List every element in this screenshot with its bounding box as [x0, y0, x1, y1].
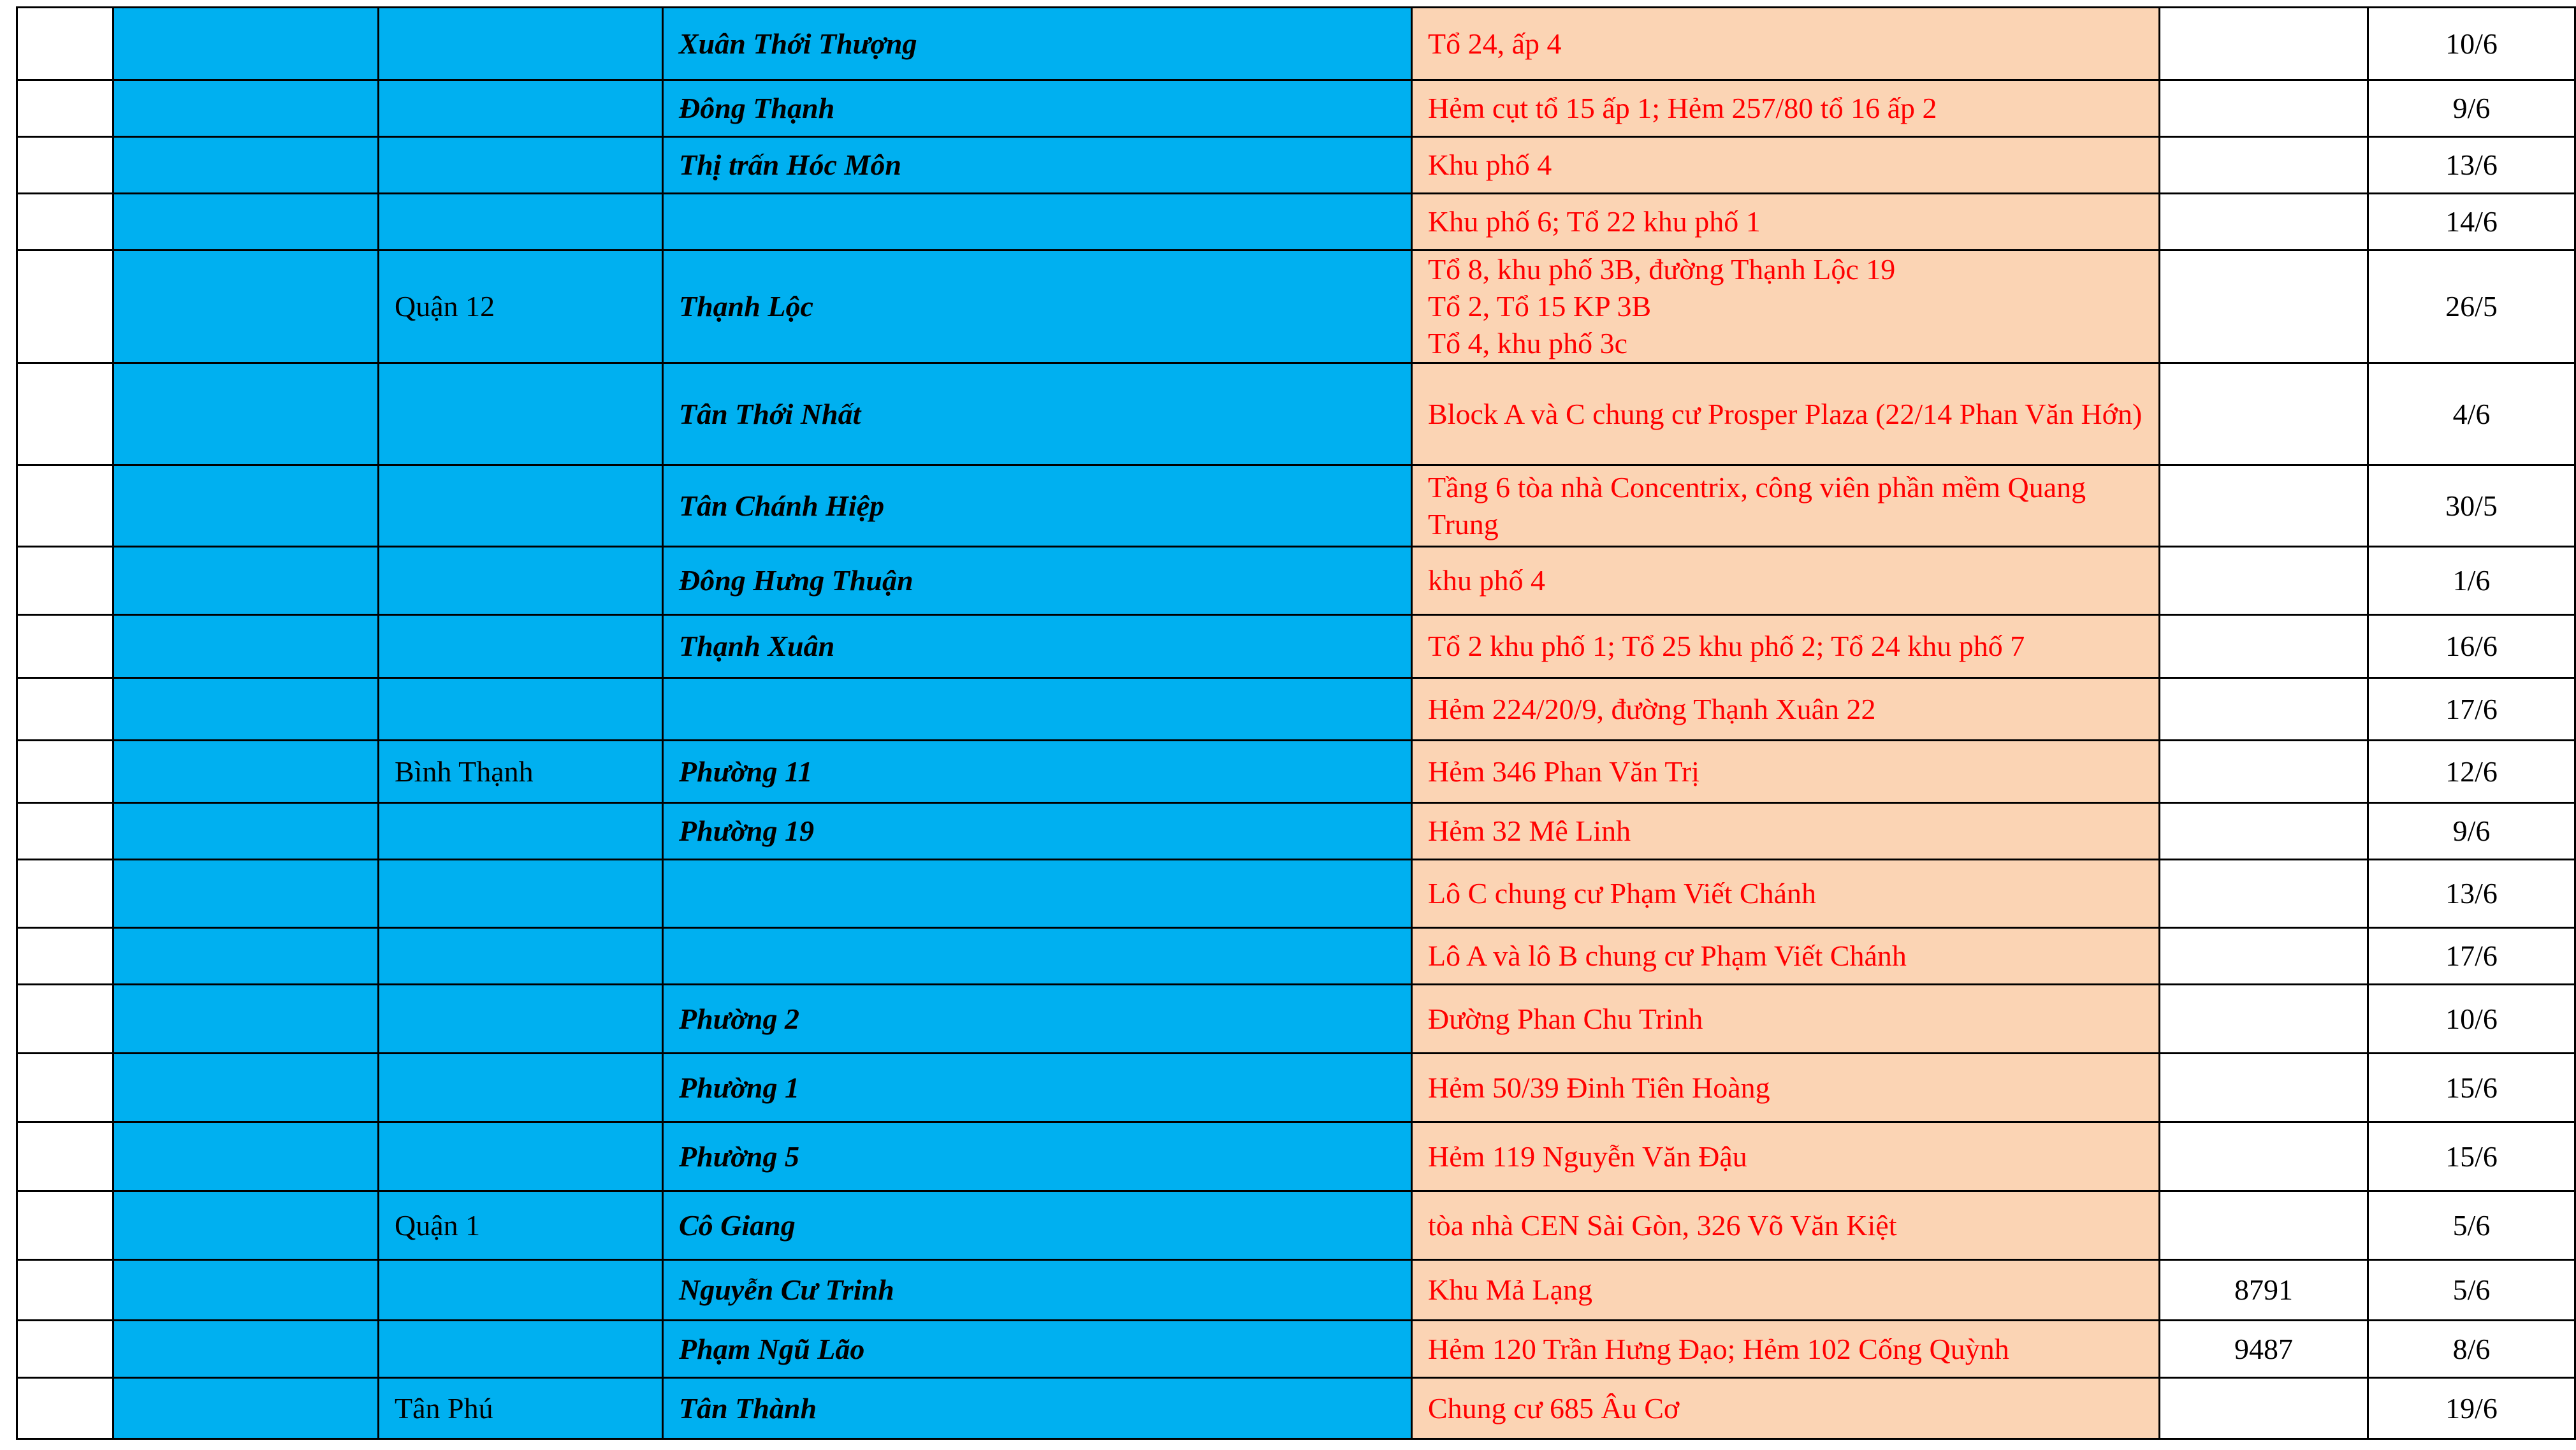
location-cell: Lô C chung cư Phạm Viết Chánh	[1412, 860, 2160, 928]
location-cell: Lô A và lô B chung cư Phạm Viết Chánh	[1412, 928, 2160, 985]
province-cell	[113, 741, 379, 803]
date-cell: 5/6	[2368, 1260, 2575, 1321]
table-row	[17, 615, 2575, 678]
province-cell	[113, 1321, 379, 1378]
count-cell	[2160, 615, 2368, 678]
location-cell: Đường Phan Chu Trinh	[1412, 985, 2160, 1054]
table-row	[17, 860, 2575, 928]
index-cell	[17, 547, 113, 615]
date-cell: 9/6	[2368, 80, 2575, 137]
ward-cell: Phường 19	[663, 803, 1412, 860]
index-cell	[17, 194, 113, 250]
table-row	[17, 803, 2575, 860]
location-cell: Hẻm cụt tổ 15 ấp 1; Hẻm 257/80 tổ 16 ấp 2	[1412, 80, 2160, 137]
ward-cell: Tân Thành	[663, 1378, 1412, 1439]
province-cell	[113, 547, 379, 615]
location-cell: Hẻm 224/20/9, đường Thạnh Xuân 22	[1412, 678, 2160, 741]
district-cell	[379, 80, 663, 137]
index-cell	[17, 1321, 113, 1378]
ward-cell: Thạnh Lộc	[663, 250, 1412, 363]
count-cell	[2160, 741, 2368, 803]
province-cell	[113, 985, 379, 1054]
table-row	[17, 928, 2575, 985]
outbreak-locations-table	[16, 6, 2576, 1440]
count-cell: 8791	[2160, 1260, 2368, 1321]
index-cell	[17, 80, 113, 137]
ward-cell: Xuân Thới Thượng	[663, 8, 1412, 80]
table-row	[17, 985, 2575, 1054]
location-cell: Khu phố 4	[1412, 137, 2160, 194]
location-cell: Hẻm 119 Nguyễn Văn Đậu	[1412, 1122, 2160, 1191]
date-cell: 13/6	[2368, 137, 2575, 194]
location-cell: khu phố 4	[1412, 547, 2160, 615]
district-cell: Quận 12	[379, 250, 663, 363]
index-cell	[17, 860, 113, 928]
province-cell	[113, 1122, 379, 1191]
province-cell	[113, 803, 379, 860]
date-cell: 26/5	[2368, 250, 2575, 363]
location-cell: Hẻm 50/39 Đinh Tiên Hoàng	[1412, 1054, 2160, 1122]
ward-cell: Phạm Ngũ Lão	[663, 1321, 1412, 1378]
ward-cell: Thị trấn Hóc Môn	[663, 137, 1412, 194]
province-cell	[113, 1191, 379, 1260]
location-cell: Hẻm 120 Trần Hưng Đạo; Hẻm 102 Cống Quỳnh	[1412, 1321, 2160, 1378]
table-row	[17, 1122, 2575, 1191]
date-cell: 17/6	[2368, 928, 2575, 985]
table-row	[17, 1321, 2575, 1378]
count-cell	[2160, 1378, 2368, 1439]
district-cell	[379, 1321, 663, 1378]
ward-cell: Phường 2	[663, 985, 1412, 1054]
ward-cell: Đông Hưng Thuận	[663, 547, 1412, 615]
ward-cell: Tân Chánh Hiệp	[663, 465, 1412, 547]
index-cell	[17, 8, 113, 80]
district-cell: Bình Thạnh	[379, 741, 663, 803]
ward-cell	[663, 928, 1412, 985]
district-cell	[379, 803, 663, 860]
table-row	[17, 8, 2575, 80]
district-cell	[379, 678, 663, 741]
location-cell: Hẻm 346 Phan Văn Trị	[1412, 741, 2160, 803]
province-cell	[113, 80, 379, 137]
province-cell	[113, 1054, 379, 1122]
district-cell	[379, 8, 663, 80]
location-cell: Tổ 8, khu phố 3B, đường Thạnh Lộc 19 Tổ 2, Tổ 15 KP 3B Tổ 4, khu phố 3c	[1412, 250, 2160, 363]
district-cell	[379, 547, 663, 615]
index-cell	[17, 363, 113, 465]
date-cell: 4/6	[2368, 363, 2575, 465]
province-cell	[113, 1378, 379, 1439]
table-body	[17, 8, 2575, 1439]
table-row	[17, 363, 2575, 465]
table-row	[17, 1191, 2575, 1260]
table-row	[17, 1260, 2575, 1321]
district-cell	[379, 615, 663, 678]
ward-cell	[663, 194, 1412, 250]
table-row	[17, 250, 2575, 363]
ward-cell: Phường 1	[663, 1054, 1412, 1122]
table-row	[17, 80, 2575, 137]
district-cell	[379, 137, 663, 194]
count-cell	[2160, 1122, 2368, 1191]
province-cell	[113, 250, 379, 363]
province-cell	[113, 1260, 379, 1321]
count-cell	[2160, 1054, 2368, 1122]
index-cell	[17, 1191, 113, 1260]
count-cell	[2160, 860, 2368, 928]
date-cell: 19/6	[2368, 1378, 2575, 1439]
date-cell: 5/6	[2368, 1191, 2575, 1260]
table-row	[17, 465, 2575, 547]
ward-cell	[663, 678, 1412, 741]
ward-cell: Tân Thới Nhất	[663, 363, 1412, 465]
date-cell: 10/6	[2368, 985, 2575, 1054]
table-row	[17, 547, 2575, 615]
table-row	[17, 741, 2575, 803]
ward-cell: Phường 5	[663, 1122, 1412, 1191]
ward-cell: Đông Thạnh	[663, 80, 1412, 137]
location-cell: Block A và C chung cư Prosper Plaza (22/14 Phan Văn Hớn)	[1412, 363, 2160, 465]
date-cell: 15/6	[2368, 1054, 2575, 1122]
district-cell	[379, 1260, 663, 1321]
date-cell: 10/6	[2368, 8, 2575, 80]
location-cell: Tổ 2 khu phố 1; Tổ 25 khu phố 2; Tổ 24 khu phố 7	[1412, 615, 2160, 678]
count-cell	[2160, 250, 2368, 363]
province-cell	[113, 860, 379, 928]
count-cell	[2160, 465, 2368, 547]
province-cell	[113, 465, 379, 547]
index-cell	[17, 1378, 113, 1439]
index-cell	[17, 465, 113, 547]
location-cell: Chung cư 685 Âu Cơ	[1412, 1378, 2160, 1439]
index-cell	[17, 678, 113, 741]
date-cell: 8/6	[2368, 1321, 2575, 1378]
location-cell: Hẻm 32 Mê Linh	[1412, 803, 2160, 860]
count-cell	[2160, 194, 2368, 250]
index-cell	[17, 1122, 113, 1191]
table-row	[17, 194, 2575, 250]
index-cell	[17, 741, 113, 803]
ward-cell: Thạnh Xuân	[663, 615, 1412, 678]
count-cell	[2160, 928, 2368, 985]
district-cell	[379, 1054, 663, 1122]
date-cell: 17/6	[2368, 678, 2575, 741]
district-cell	[379, 1122, 663, 1191]
district-cell: Tân Phú	[379, 1378, 663, 1439]
district-cell: Quận 1	[379, 1191, 663, 1260]
district-cell	[379, 985, 663, 1054]
district-cell	[379, 928, 663, 985]
table-row	[17, 1378, 2575, 1439]
index-cell	[17, 1054, 113, 1122]
province-cell	[113, 194, 379, 250]
ward-cell: Phường 11	[663, 741, 1412, 803]
date-cell: 12/6	[2368, 741, 2575, 803]
date-cell: 15/6	[2368, 1122, 2575, 1191]
location-cell: Khu phố 6; Tổ 22 khu phố 1	[1412, 194, 2160, 250]
location-cell: Khu Mả Lạng	[1412, 1260, 2160, 1321]
province-cell	[113, 928, 379, 985]
province-cell	[113, 678, 379, 741]
index-cell	[17, 137, 113, 194]
count-cell	[2160, 8, 2368, 80]
table-row	[17, 137, 2575, 194]
district-cell	[379, 465, 663, 547]
location-cell: Tầng 6 tòa nhà Concentrix, công viên phần mềm Quang Trung	[1412, 465, 2160, 547]
date-cell: 16/6	[2368, 615, 2575, 678]
ward-cell	[663, 860, 1412, 928]
district-cell	[379, 363, 663, 465]
district-cell	[379, 860, 663, 928]
district-cell	[379, 194, 663, 250]
province-cell	[113, 8, 379, 80]
count-cell	[2160, 137, 2368, 194]
province-cell	[113, 137, 379, 194]
count-cell	[2160, 1191, 2368, 1260]
count-cell	[2160, 80, 2368, 137]
table-row	[17, 1054, 2575, 1122]
province-cell	[113, 615, 379, 678]
index-cell	[17, 985, 113, 1054]
index-cell	[17, 250, 113, 363]
table-row	[17, 678, 2575, 741]
index-cell	[17, 928, 113, 985]
ward-cell: Cô Giang	[663, 1191, 1412, 1260]
count-cell	[2160, 803, 2368, 860]
count-cell	[2160, 363, 2368, 465]
index-cell	[17, 615, 113, 678]
count-cell	[2160, 985, 2368, 1054]
count-cell	[2160, 678, 2368, 741]
index-cell	[17, 1260, 113, 1321]
date-cell: 30/5	[2368, 465, 2575, 547]
ward-cell: Nguyễn Cư Trinh	[663, 1260, 1412, 1321]
location-cell: Tổ 24, ấp 4	[1412, 8, 2160, 80]
date-cell: 1/6	[2368, 547, 2575, 615]
count-cell: 9487	[2160, 1321, 2368, 1378]
count-cell	[2160, 547, 2368, 615]
location-cell: tòa nhà CEN Sài Gòn, 326 Võ Văn Kiệt	[1412, 1191, 2160, 1260]
date-cell: 13/6	[2368, 860, 2575, 928]
index-cell	[17, 803, 113, 860]
date-cell: 9/6	[2368, 803, 2575, 860]
province-cell	[113, 363, 379, 465]
date-cell: 14/6	[2368, 194, 2575, 250]
